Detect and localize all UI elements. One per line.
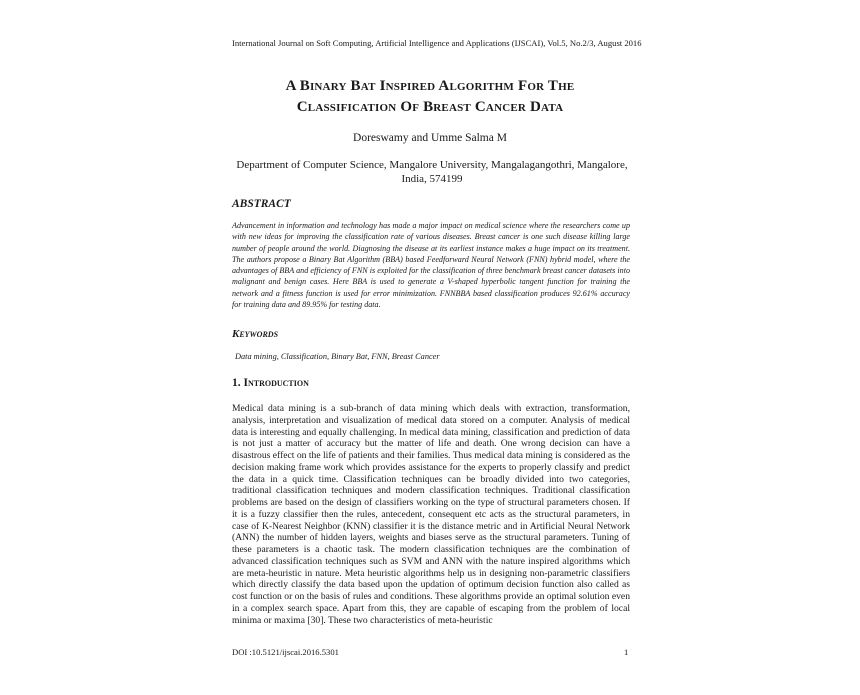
title-line-2: Classification Of Breast Cancer Data — [296, 99, 564, 115]
keywords-body: Data mining, Classification, Binary Bat, FNN, Breast Cancer — [235, 352, 440, 361]
keywords-heading: Keywords — [232, 328, 279, 340]
journal-header: International Journal on Soft Computing, Artificial Intelligence and Applications (IJSCAI), Vol.5, No.2/3, August 2016 — [232, 38, 642, 48]
title-line-1: A Binary Bat Inspired Algorithm For The — [285, 78, 575, 94]
abstract-body: Advancement in information and technology has made a major impact on medical science where the researchers come up with new ideas for improving the classification rate of various diseases. Breast cancer is one such disease killing large number of people around the world. Diagnosing the disease at its earliest instance makes a huge impact on its treatment. The authors propose a Binary Bat Algorithm (BBA) based Feedforward Neural Network (FNN) hybrid model, where the advantages of BBA and efficiency of FNN is exploited for the classification of three benchmark breast cancer datasets into malignant and benign cases. Here BBA is used to generate a V-shaped hyperbolic tangent function for training the network and a fitness function is used for error minimization. FNNBBA based classification produces 92.61% accuracy for training data and 89.95% for testing data. — [232, 221, 630, 310]
introduction-body: Medical data mining is a sub-branch of data mining which deals with extraction, transformation, analysis, interpretation and visualization of medical data stored on a computer. Analysis of medical data is interesting and equally challenging. In medical data mining, classification and prediction of data is not just a matter of accuracy but the matter of life and death. One wrong decision can have a disastrous effect on the life of patients and their families. Thus medical data mining is considered as the decision making frame work which provides assistance for the experts to properly classify and predict the data in a quick time. Classification techniques can be broadly divided into two categories, traditional classification techniques and modern classification techniques. Traditional classification problems are based on the design of classifiers working on the type of structural parameters chosen. If it is a fuzzy classifier then the rules, antecedent, consequent etc acts as the structural parameters, in case of K-Nearest Neighbor (KNN) classifier it is the distance metric and in Artificial Neural Network (ANN) the number of hidden layers, weights and biases serve as the structural parameters. Tuning of these parameters is a chaotic task. The modern classification techniques are the combination of advanced classification techniques such as SVM and ANN with the nature inspired algorithms which are meta-heuristic in nature. Meta heuristic algorithms help us in designing non-parametric classifiers which directly classify the data based upon the updation of optimum decision function also called as cost function or on the basis of rules and conditions. These algorithms provide an optimal solution even in a complex search space. Apart from this, they are capable of escaping from the problem of local minima or maxima [30]. These two characteristics of meta-heuristic — [232, 403, 630, 626]
abstract-heading: ABSTRACT — [232, 198, 291, 210]
footer-doi: DOI :10.5121/ijscai.2016.5301 — [232, 647, 339, 657]
page-number: 1 — [624, 647, 629, 657]
introduction-heading: 1. Introduction — [232, 377, 309, 389]
paper-title — [150, 76, 710, 118]
authors: Doreswamy and Umme Salma M — [353, 132, 507, 144]
affiliation: Department of Computer Science, Mangalore University, Mangalagangothri, Mangalore, India, 574199 — [236, 159, 628, 185]
